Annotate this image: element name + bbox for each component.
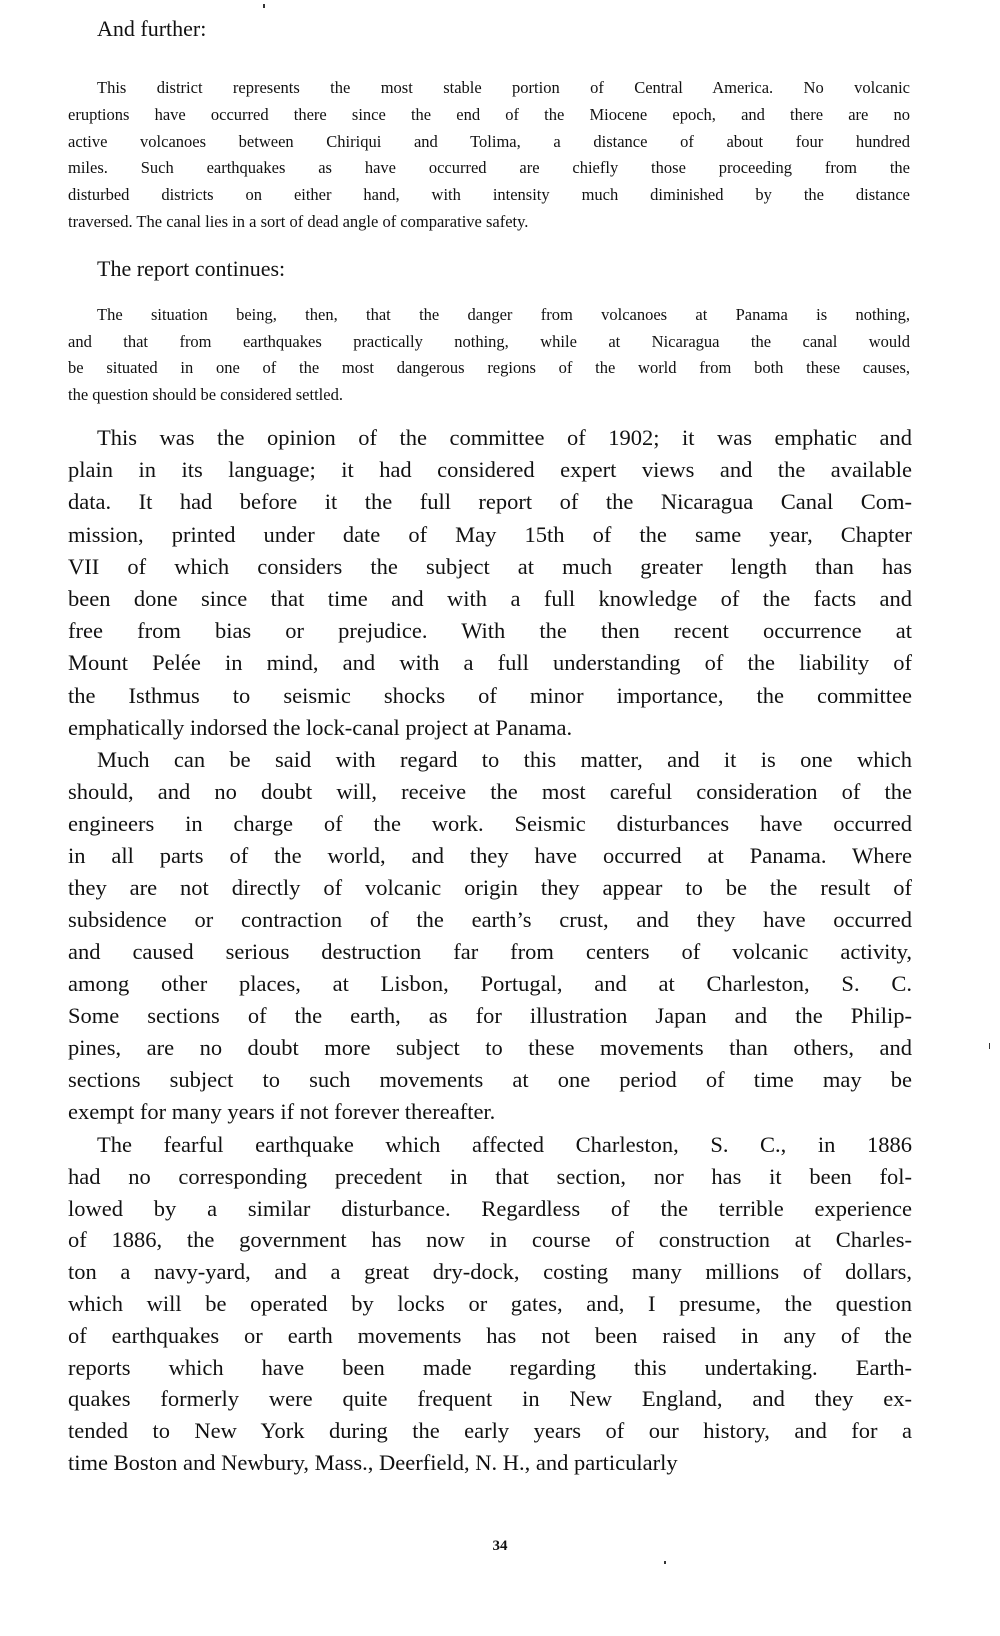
page-number: 34 [492,1538,508,1554]
text-line: engineers in charge of the work. Seismic disturbances have occurred [68,811,912,836]
text-line: ton a navy-yard, and a great dry-dock, costing many millions of dollars, [68,1259,912,1285]
section-heading-report-continues: The report continues: [97,256,286,281]
text-line: active volcanoes between Chiriqui and Tolima, a distance of about four hundred [68,131,910,151]
text-line: free from bias or prejudice. With the then recent occurrence at [68,618,912,644]
text-line: disturbed districts on either hand, with intensity much diminished by the distance [68,185,910,205]
text-line: be situated in one of the most dangerous regions of the world from both these causes, [68,358,910,377]
text-line: and that from earthquakes practically nothing, while at Nicaragua the canal would [68,331,910,351]
text-line: This was the opinion of the committee of 1902; it was emphatic and [97,425,912,450]
text-line: traversed. The canal lies in a sort of dead angle of comparative safety. [68,212,529,231]
text-line: exempt for many years if not forever thereafter. [68,1099,496,1124]
text-line: emphatically indorsed the lock-canal project at Panama. [68,714,573,740]
text-line: data. It had before it the full report of the Nicaragua Canal Com- [68,489,912,515]
scan-speck [263,4,265,8]
text-line: eruptions have occurred there since the end of the Miocene epoch, and there are no [68,104,910,124]
text-line: The fearful earthquake which affected Charleston, S. C., in 1886 [97,1132,912,1157]
text-line: sections subject to such movements at one period of time may be [68,1067,912,1092]
text-line: should, and no doubt will, receive the most careful consideration of the [68,779,912,804]
text-line: among other places, at Lisbon, Portugal, and at Charleston, S. C. [68,971,912,996]
text-line: been done since that time and with a full knowledge of the facts and [68,586,912,611]
text-line: Much can be said with regard to this matter, and it is one which [97,747,912,772]
text-line: tended to New York during the early years of our history, and for a [68,1418,912,1444]
text-line: the question should be considered settled. [68,384,343,404]
text-line: which will be operated by locks or gates, and, I presume, the question [68,1291,912,1316]
text-line: miles. Such earthquakes as have occurred are chiefly those proceeding from the [68,158,910,178]
text-line: and caused serious destruction far from centers of volcanic activity, [68,939,912,964]
text-line: mission, printed under date of May 15th of the same year, Chapter [68,521,912,547]
text-line: of earthquakes or earth movements has not been raised in any of the [68,1322,912,1348]
text-line: reports which have been made regarding this undertaking. Earth- [68,1354,912,1380]
text-line: in all parts of the world, and they have occurred at Panama. Where [68,843,912,868]
text-line: the Isthmus to seismic shocks of minor importance, the committee [68,682,912,708]
scan-speck [989,1043,990,1049]
text-line: Some sections of the earth, as for illustration Japan and the Philip- [68,1003,912,1028]
scan-speck [664,1561,666,1564]
text-line: of 1886, the government has now in course of construction at Charles- [68,1227,912,1253]
text-line: they are not directly of volcanic origin they appear to be the result of [68,875,912,900]
text-line: plain in its language; it had considered expert views and the available [68,457,912,483]
text-line: quakes formerly were quite frequent in New England, and they ex- [68,1386,912,1412]
text-line: had no corresponding precedent in that section, nor has it been fol- [68,1163,912,1189]
text-line: subsidence or contraction of the earth’s crust, and they have occurred [68,907,912,932]
text-line: The situation being, then, that the danger from volcanoes at Panama is nothing, [97,305,910,324]
text-line: VII of which considers the subject at much greater length than has [68,553,912,579]
text-line: time Boston and Newbury, Mass., Deerfield, N. H., and particularly [68,1450,678,1475]
text-line: This district represents the most stable portion of Central America. No volcanic [97,78,910,97]
text-line: Mount Pelée in mind, and with a full understanding of the liability of [68,650,912,676]
text-line: lowed by a similar disturbance. Regardless of the terrible experience [68,1195,912,1221]
text-line: pines, are no doubt more subject to these movements than others, and [68,1035,912,1060]
section-heading-and-further: And further: [97,16,207,41]
